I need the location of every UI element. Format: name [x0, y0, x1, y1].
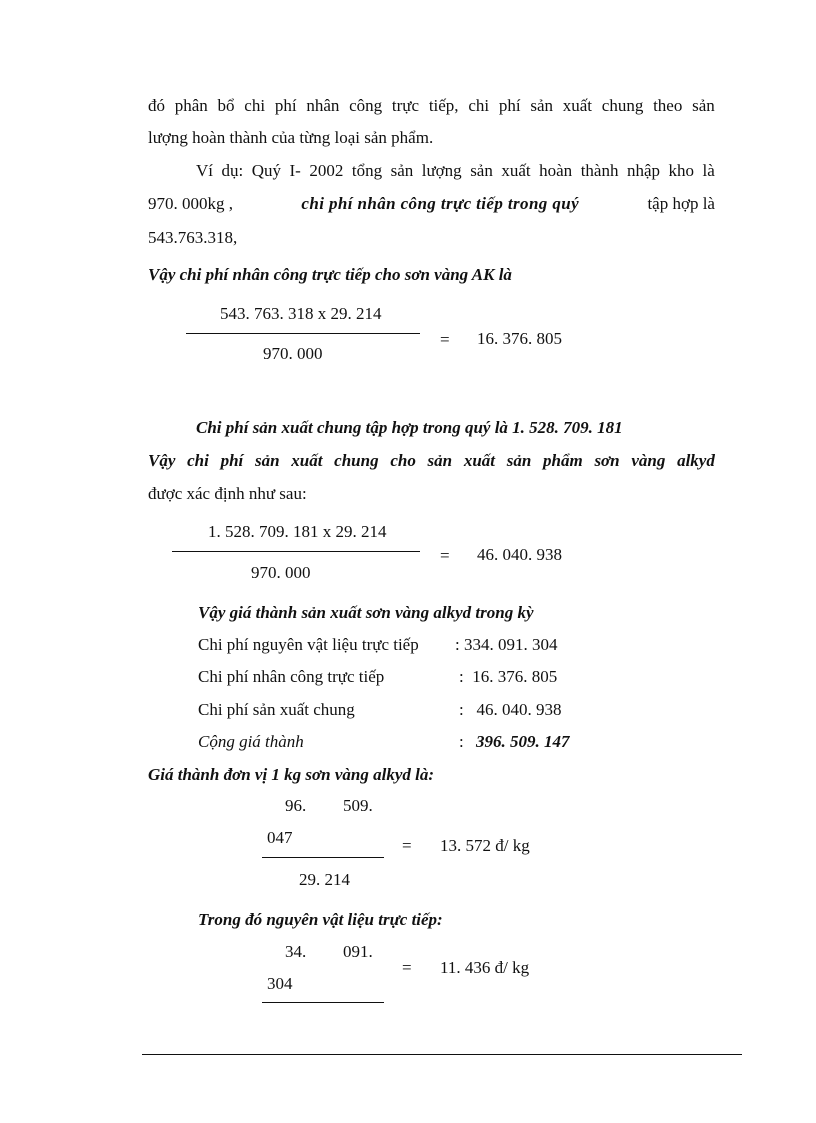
labor-denominator: 970. 000 — [263, 344, 323, 363]
overhead-word: phẩm — [543, 451, 583, 470]
summary-row-label: Chi phí nhân công trực tiếp — [198, 667, 385, 686]
summary-total-colon: : — [459, 732, 464, 751]
para1-line2: lượng hoàn thành của từng loại sản phẩm. — [148, 128, 434, 147]
para2-quantity: 970. 000kg , — [148, 194, 233, 213]
para1-word: bổ — [217, 96, 235, 115]
overhead-word: cho — [390, 451, 416, 470]
labor-result: 16. 376. 805 — [477, 329, 562, 348]
summary-row-value: : 334. 091. 304 — [455, 635, 558, 654]
para1-word: nhân — [306, 96, 340, 115]
overhead-word: sản — [254, 451, 280, 470]
para2-line3: 543.763.318, — [148, 228, 238, 247]
para2-word: hoàn — [539, 161, 573, 180]
overhead-fraction-bar — [172, 551, 420, 552]
material-num-part1: 34. — [285, 942, 307, 961]
unit-cost-num-part3: 047 — [267, 828, 293, 847]
para2-word: tổng — [351, 161, 383, 180]
para2-line1 — [196, 161, 715, 181]
unit-cost-result: 13. 572 đ/ kg — [440, 836, 530, 855]
overhead-word: xuất — [291, 451, 323, 470]
para1-word: trực — [391, 96, 420, 115]
overhead-word: sản — [427, 451, 453, 470]
para2-bold-phrase: chi phí nhân công trực tiếp trong quý — [301, 194, 580, 213]
summary-row-label: Chi phí sản xuất chung — [198, 700, 355, 719]
para2-word: nhập — [626, 161, 661, 180]
para1-word: phân — [174, 96, 208, 115]
para2-word: thành — [580, 161, 619, 180]
para2-word: 2002 — [309, 161, 344, 180]
material-heading: Trong đó nguyên vật liệu trực tiếp: — [198, 910, 443, 929]
para1-word: xuất — [562, 96, 593, 115]
summary-heading: Vậy giá thành sản xuất sơn vàng alkyd trong kỳ — [198, 603, 534, 622]
summary-row-value: : 46. 040. 938 — [459, 700, 562, 719]
summary-row-label: Chi phí nguyên vật liệu trực tiếp — [198, 635, 419, 654]
para1-word: công — [349, 96, 383, 115]
para1-word: đó — [148, 96, 165, 115]
overhead-word: xuất — [463, 451, 496, 470]
para2-word: xuất — [501, 161, 531, 180]
overhead-word: alkyd — [677, 451, 715, 470]
summary-total-value: 396. 509. 147 — [476, 732, 570, 751]
para2-line2 — [148, 194, 715, 214]
para1-word: chi — [244, 96, 266, 115]
para1-word: phí — [498, 96, 521, 115]
overhead-word: vàng — [631, 451, 666, 470]
footer-divider — [142, 1054, 742, 1055]
para1-word: phí — [274, 96, 297, 115]
para1-line1 — [148, 96, 715, 116]
overhead-denominator: 970. 000 — [251, 563, 311, 582]
para2-word: lượng — [421, 161, 462, 180]
unit-cost-num-part2: 509. — [343, 796, 373, 815]
material-result: 11. 436 đ/ kg — [440, 958, 530, 977]
unit-cost-num-part1: 96. — [285, 796, 307, 815]
labor-equals: = — [440, 330, 450, 349]
para2-word: I- — [289, 161, 301, 180]
overhead-line2: được xác định như sau: — [148, 484, 307, 503]
labor-numerator: 543. 763. 318 x 29. 214 — [220, 304, 382, 323]
labor-fraction-bar — [186, 333, 420, 334]
para2-word: sản — [390, 161, 414, 180]
unit-cost-fraction-bar — [262, 857, 384, 858]
para2-word: là — [702, 161, 715, 180]
unit-cost-denominator: 29. 214 — [299, 870, 350, 889]
summary-total-label: Cộng giá thành — [198, 732, 304, 751]
para2-word: kho — [668, 161, 695, 180]
overhead-word: chung — [334, 451, 379, 470]
para1-word: chung — [601, 96, 644, 115]
para1-word: sản — [692, 96, 715, 115]
overhead-word: phí — [220, 451, 244, 470]
overhead-equals: = — [440, 546, 450, 565]
para1-word: chi — [468, 96, 490, 115]
overhead-word: chi — [187, 451, 209, 470]
overhead-word: sơn — [594, 451, 620, 470]
overhead-result: 46. 040. 938 — [477, 545, 562, 564]
overhead-word: Vậy — [148, 451, 176, 470]
para2-word: dụ: — [221, 161, 244, 180]
labor-heading: Vậy chi phí nhân công trực tiếp cho sơn vàng AK là — [148, 265, 512, 284]
para2-tail: tập hợp là — [647, 194, 715, 213]
para1-word: sản — [530, 96, 553, 115]
material-equals: = — [402, 958, 412, 977]
unit-cost-equals: = — [402, 836, 412, 855]
para2-word: sản — [470, 161, 493, 180]
para1-word: theo — [653, 96, 683, 115]
material-fraction-bar — [262, 1002, 384, 1003]
overhead-numerator: 1. 528. 709. 181 x 29. 214 — [208, 522, 387, 541]
overhead-word: sản — [506, 451, 532, 470]
material-num-part3: 304 — [267, 974, 293, 993]
overhead-heading: Chi phí sản xuất chung tập hợp trong quý là 1. 528. 709. 181 — [196, 418, 623, 437]
para1-word: tiếp, — [428, 96, 459, 115]
para2-word: Quý — [251, 161, 282, 180]
overhead-line — [148, 451, 715, 471]
summary-row-value: : 16. 376. 805 — [459, 667, 558, 686]
para2-word: Ví — [196, 161, 213, 180]
material-num-part2: 091. — [343, 942, 373, 961]
unit-cost-heading: Giá thành đơn vị 1 kg sơn vàng alkyd là: — [148, 765, 435, 784]
